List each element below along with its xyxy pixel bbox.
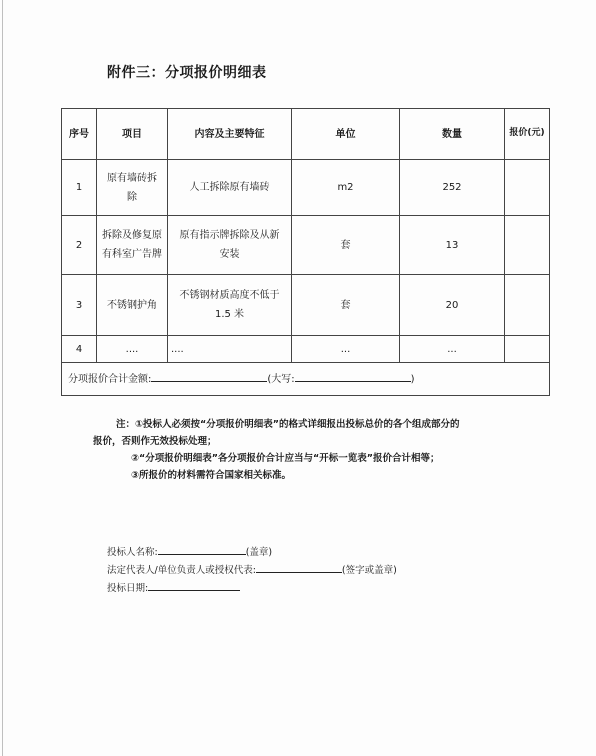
- cell-unit: 套: [292, 275, 400, 336]
- cell-no: 3: [62, 275, 97, 336]
- note-line: 注：①投标人必须按“分项报价明细表”的格式详细报出投标总价的各个组成部分的: [116, 419, 460, 430]
- cell-item: ....: [97, 336, 168, 363]
- table-row: [62, 336, 550, 363]
- cell-qty: 13: [400, 216, 505, 275]
- total-amount-blank[interactable]: [151, 370, 267, 382]
- representative-blank[interactable]: [256, 561, 342, 573]
- cell-price[interactable]: [505, 216, 550, 275]
- bidder-suffix: (盖章): [245, 547, 273, 558]
- cell-item: 拆除及修复原 有科室广告牌: [97, 216, 168, 275]
- cell-no: 4: [62, 336, 97, 363]
- note-line: ③所报价的材料需符合国家相关标准。: [131, 470, 292, 481]
- total-upper-close: ): [410, 373, 415, 385]
- cell-unit: m2: [292, 160, 400, 216]
- note-line: 报价，否则作无效投标处理；: [93, 436, 217, 447]
- cell-price[interactable]: [505, 160, 550, 216]
- header-unit: 单位: [292, 109, 400, 160]
- table-total-row: [62, 363, 550, 396]
- signature-block: [107, 543, 397, 597]
- cell-no: 2: [62, 216, 97, 275]
- bidder-name-line: [107, 543, 397, 561]
- bid-date-label: 投标日期:: [107, 583, 149, 594]
- cell-content: ....: [168, 336, 292, 363]
- cell-content: 不锈钢材质高度不低于 1.5 米: [168, 275, 292, 336]
- cell-unit: 套: [292, 216, 400, 275]
- header-qty: 数量: [400, 109, 505, 160]
- cell-qty: 252: [400, 160, 505, 216]
- table-row: [62, 160, 550, 216]
- cell-price[interactable]: [505, 275, 550, 336]
- table-row: [62, 216, 550, 275]
- total-upper-open: (大写:: [267, 373, 295, 385]
- cell-unit: ...: [292, 336, 400, 363]
- representative-line: [107, 561, 397, 579]
- note-line: ②“分项报价明细表”各分项报价合计应当与“开标一览表”报价合计相等；: [131, 453, 440, 464]
- cell-content: 人工拆除原有墙砖: [168, 160, 292, 216]
- document-title: 附件三：分项报价明细表: [107, 65, 267, 81]
- bidder-label: 投标人名称:: [107, 547, 158, 558]
- price-detail-table: [61, 108, 550, 396]
- cell-content: 原有指示牌拆除及从新 安装: [168, 216, 292, 275]
- cell-qty: ...: [400, 336, 505, 363]
- table-header-row: [62, 109, 550, 160]
- representative-label: 法定代表人/单位负责人或授权代表:: [107, 565, 256, 576]
- bidder-name-blank[interactable]: [158, 543, 246, 555]
- cell-no: 1: [62, 160, 97, 216]
- header-content: 内容及主要特征: [168, 109, 292, 160]
- notes-block: [93, 416, 523, 484]
- cell-price[interactable]: [505, 336, 550, 363]
- cell-qty: 20: [400, 275, 505, 336]
- page-edge: [2, 0, 3, 756]
- header-price: 报价(元): [505, 109, 550, 160]
- table-row: [62, 275, 550, 336]
- cell-item: 原有墙砖拆 除: [97, 160, 168, 216]
- header-no: 序号: [62, 109, 97, 160]
- cell-item: 不锈钢护角: [97, 275, 168, 336]
- header-item: 项目: [97, 109, 168, 160]
- total-cell: [62, 363, 550, 396]
- representative-suffix: (签字或盖章): [341, 565, 397, 576]
- total-upper-blank[interactable]: [295, 370, 411, 382]
- bid-date-line: [107, 579, 397, 597]
- total-label: 分项报价合计金额:: [68, 373, 152, 385]
- bid-date-blank[interactable]: [148, 579, 240, 591]
